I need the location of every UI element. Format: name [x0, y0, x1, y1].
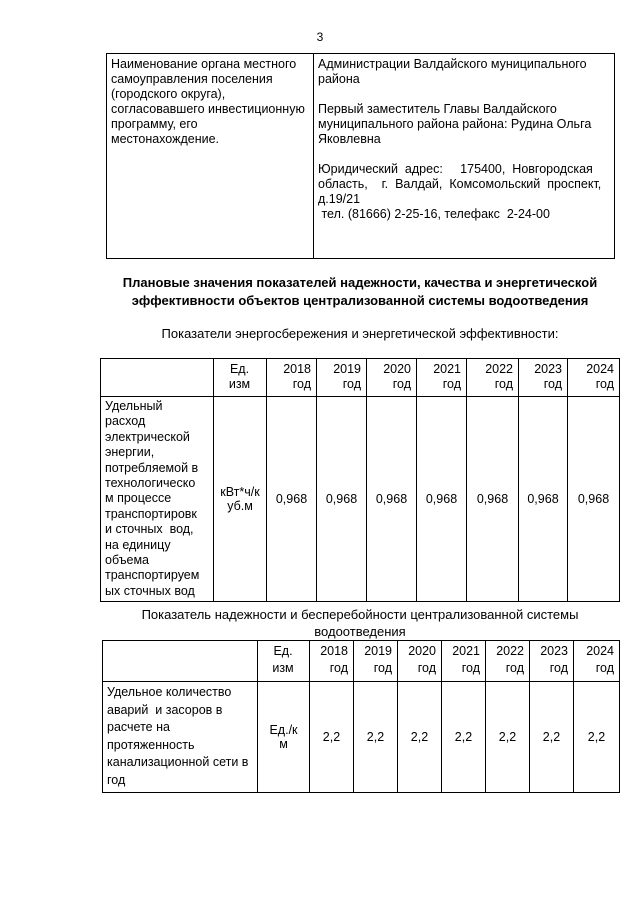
- unit-header: Ед. изм: [214, 359, 267, 397]
- label-line: местонахождение.: [111, 132, 220, 146]
- value-cell: 0,968: [317, 397, 367, 602]
- official-line: Первый заместитель Главы Валдайского: [318, 102, 557, 116]
- reliability-caption-line1: Показатель надежности и бесперебойности централизованной системы: [141, 607, 579, 622]
- unit-cell: кВт*ч/к уб.м: [214, 397, 267, 602]
- value-cell: 0,968: [519, 397, 568, 602]
- authority-label-cell: [107, 54, 314, 259]
- empty-header-cell: [103, 641, 258, 682]
- page-number: 3: [316, 30, 324, 44]
- value-cell: 0,968: [417, 397, 467, 602]
- table-header-row: [101, 359, 620, 397]
- official-line: Яковлевна: [318, 132, 381, 146]
- year-header: 2018 год: [267, 359, 317, 397]
- value-cell: 0,968: [367, 397, 417, 602]
- label-line: (городского округа),: [111, 87, 226, 101]
- unit-cell: Ед./к м: [258, 682, 310, 793]
- year-header: 2022 год: [486, 641, 530, 682]
- section-heading-line1: Плановые значения показателей надежности, качества и энергетической: [122, 275, 598, 290]
- year-header: 2018 год: [310, 641, 354, 682]
- value-cell: 2,2: [354, 682, 398, 793]
- year-header: 2019 год: [317, 359, 367, 397]
- label-line: программу, его: [111, 117, 198, 131]
- value-cell: 2,2: [442, 682, 486, 793]
- reliability-table: [102, 640, 620, 793]
- value-cell: 2,2: [486, 682, 530, 793]
- year-header: 2019 год: [354, 641, 398, 682]
- value-cell: 2,2: [574, 682, 620, 793]
- address-line: область, г. Валдай, Комсомольский проспект,: [318, 177, 602, 191]
- table-row: [101, 397, 620, 602]
- year-header: 2021 год: [417, 359, 467, 397]
- label-line: самоуправления поселения: [111, 72, 273, 86]
- authority-table: [106, 53, 615, 259]
- year-header: 2020 год: [398, 641, 442, 682]
- value-cell: 2,2: [310, 682, 354, 793]
- indicator-label: Удельное количество аварий и засоров в расчете на протяженность канализационной сети в год: [103, 682, 258, 793]
- year-header: 2022 год: [467, 359, 519, 397]
- value-cell: 2,2: [530, 682, 574, 793]
- official-line: муниципального района района: Рудина Ольга: [318, 117, 592, 131]
- label-line: Наименование органа местного: [111, 57, 297, 71]
- empty-header-cell: [101, 359, 214, 397]
- section-heading-line2: эффективности объектов централизованной системы водоотведения: [131, 293, 589, 308]
- energy-efficiency-table: [100, 358, 620, 602]
- year-header: 2023 год: [519, 359, 568, 397]
- authority-info-cell: [314, 54, 615, 259]
- value-cell: 0,968: [467, 397, 519, 602]
- year-header: 2024 год: [568, 359, 620, 397]
- unit-header: Ед. изм: [258, 641, 310, 682]
- phone-line: тел. (81666) 2-25-16, телефакс 2-24-00: [318, 207, 550, 221]
- org-line: района: [318, 72, 360, 86]
- label-line: согласовавшего инвестиционную: [111, 102, 305, 116]
- table-row: [103, 682, 620, 793]
- year-header: 2023 год: [530, 641, 574, 682]
- energy-table-caption: Показатели энергосбережения и энергетической эффективности:: [161, 326, 559, 341]
- value-cell: 2,2: [398, 682, 442, 793]
- value-cell: 0,968: [568, 397, 620, 602]
- address-line: д.19/21: [318, 192, 361, 206]
- address-line: Юридический адрес: 175400, Новгородская: [318, 162, 593, 176]
- org-line: Администрации Валдайского муниципального: [318, 57, 587, 71]
- year-header: 2020 год: [367, 359, 417, 397]
- year-header: 2021 год: [442, 641, 486, 682]
- value-cell: 0,968: [267, 397, 317, 602]
- reliability-caption-line2: водоотведения: [314, 624, 406, 639]
- table-header-row: [103, 641, 620, 682]
- year-header: 2024 год: [574, 641, 620, 682]
- indicator-label: Удельный расход электрической энергии, потребляемой в технологическо м процессе транспортировк и сточных вод, на единицу объема транспортируем ых сточных вод: [101, 397, 214, 602]
